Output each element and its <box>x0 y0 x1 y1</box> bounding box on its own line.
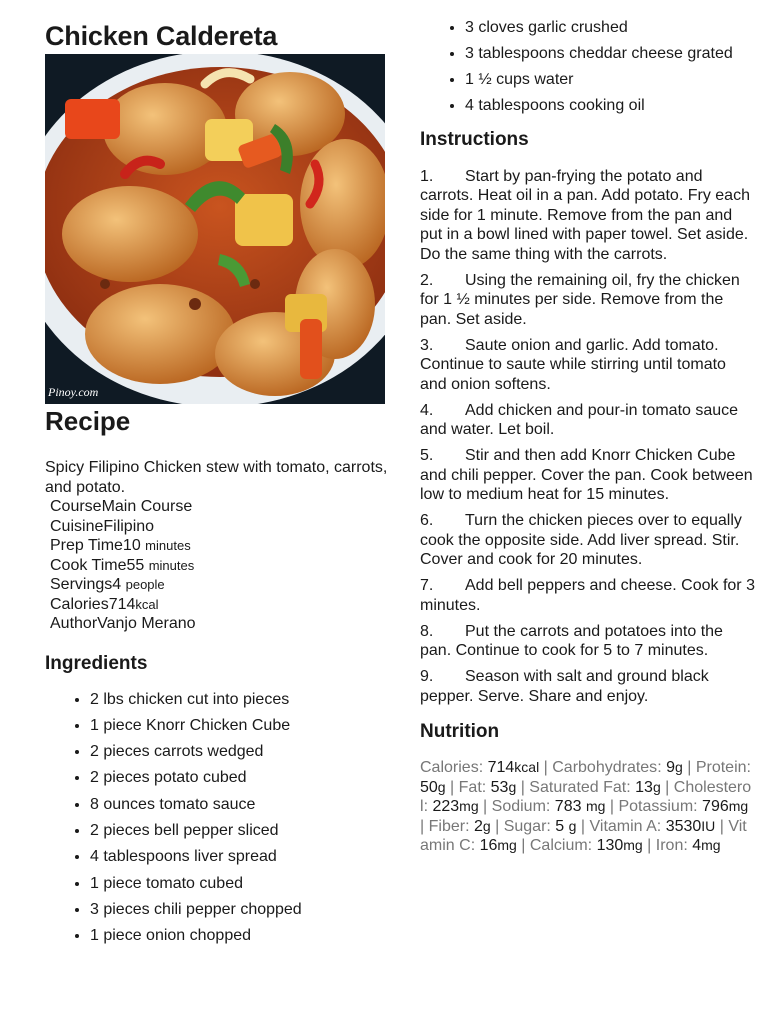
ingredient-item: • 2 pieces carrots wedged <box>90 742 390 762</box>
left-column <box>45 18 390 952</box>
nutrition-item: Carbohydrates: 9g <box>552 759 683 777</box>
nutrition-facts: Calories: 714kcal | Carbohydrates: 9g | Protein: 50g | Fat: 53g | Saturated Fat: 13g | Cholesterol: 223mg | Sodium: 783 mg | Potassium: 796mg | Fiber: 2g | Sugar: 5 g | Vitamin A: 3530IU | Vitamin C: 16mg | Calcium: 130mg | Iron: 4mg <box>420 759 752 855</box>
instructions-list <box>420 167 755 707</box>
meta-cuisine: CuisineFilipino <box>50 517 155 535</box>
nutrition-item: Sugar: 5 g <box>503 817 577 835</box>
ingredients-heading: Ingredients <box>45 652 148 674</box>
nutrition-item: Sodium: 783 mg <box>491 798 606 816</box>
instruction-step: 4. Add chicken and pour-in tomato sauce and water. Let boil. <box>420 401 739 439</box>
ingredient-item: • 3 tablespoons cheddar cheese grated <box>465 44 755 64</box>
nutrition-item: Calories: 714kcal <box>420 759 540 777</box>
instruction-step: 8. Put the carrots and potatoes into the pan. Continue to cook for 5 to 7 minutes. <box>420 622 723 660</box>
meta-cook-time: Cook Time55 minutes <box>50 556 195 574</box>
instruction-step: 9. Season with salt and ground black pepper. Serve. Share and enjoy. <box>420 668 709 705</box>
ingredients-list-right <box>420 18 755 116</box>
ingredients-list-left <box>45 690 390 947</box>
nutrition-item: Protein: 50g <box>420 759 751 796</box>
instruction-step: 3. Saute onion and garlic. Add tomato. Continue to saute while stirring until tomato and onion softens. <box>420 336 726 393</box>
ingredient-item: • 1 piece onion chopped <box>90 926 390 946</box>
recipe-photo <box>45 54 385 404</box>
meta-servings: Servings4 people <box>50 576 165 593</box>
nutrition-item: Saturated Fat: 13g <box>529 778 661 796</box>
nutrition-item: Potassium: 796mg <box>618 798 749 816</box>
page-title: Chicken Caldereta <box>45 21 278 51</box>
meta-prep-time: Prep Time10 minutes <box>50 537 191 554</box>
ingredient-item: • 1 piece Knorr Chicken Cube <box>90 716 390 736</box>
instruction-step: 5. Stir and then add Knorr Chicken Cube and chili pepper. Cover the pan. Cook between low to medium heat for 15 minutes. <box>420 447 753 504</box>
meta-course: CourseMain Course <box>50 498 193 515</box>
instruction-step: 7. Add bell peppers and cheese. Cook for 3 minutes. <box>420 577 755 614</box>
meta-author: AuthorVanjo Merano <box>50 615 196 632</box>
instruction-step: 6. Turn the chicken pieces over to equally cook the opposite side. Add liver spread. Stir. Cover and cook for 20 minutes. <box>420 512 742 569</box>
ingredient-item: • 2 pieces bell pepper sliced <box>90 821 390 841</box>
ingredient-item: • 8 ounces tomato sauce <box>90 795 390 815</box>
nutrition-item: Fat: 53g <box>458 778 517 796</box>
instruction-step: 2. Using the remaining oil, fry the chicken for 1 ½ minutes per side. Remove from the pan. Set aside. <box>420 271 740 328</box>
nutrition-item: Vitamin A: 3530IU <box>589 817 716 835</box>
meta-calories: Calories714kcal <box>50 595 159 613</box>
recipe-meta <box>45 497 390 634</box>
recipe-heading: Recipe <box>45 406 131 436</box>
ingredient-item: • 4 tablespoons cooking oil <box>465 96 755 116</box>
nutrition-heading: Nutrition <box>420 721 500 743</box>
instruction-step: 1. Start by pan-frying the potato and carrots. Heat oil in a pan. Add potato. Fry each side for 1 minute. Remove from the pan and put in a bowl lined with paper towel. Set aside. Do the same thing with the carrots. <box>420 167 750 263</box>
nutrition-item: Iron: 4mg <box>655 837 721 855</box>
nutrition-item: Cholesterol: 223mg <box>420 778 752 816</box>
right-column <box>420 18 755 856</box>
ingredient-item: • 3 cloves garlic crushed <box>465 18 755 38</box>
ingredient-item: • 2 lbs chicken cut into pieces <box>90 690 390 710</box>
ingredient-item: • 3 pieces chili pepper chopped <box>90 900 390 920</box>
instructions-heading: Instructions <box>420 128 529 150</box>
ingredient-item: • 1 ½ cups water <box>465 70 755 90</box>
recipe-description: Spicy Filipino Chicken stew with tomato, carrots, and potato. <box>45 459 388 496</box>
ingredient-item: • 1 piece tomato cubed <box>90 874 390 894</box>
ingredient-item: • 2 pieces potato cubed <box>90 768 390 788</box>
nutrition-item: Calcium: 130mg <box>529 837 643 855</box>
nutrition-item: Vitamin C: 16mg <box>420 817 747 855</box>
photo-watermark: Pinoy.com <box>48 385 99 399</box>
ingredient-item: • 4 tablespoons liver spread <box>90 847 390 867</box>
nutrition-item: Fiber: 2g <box>428 817 491 835</box>
